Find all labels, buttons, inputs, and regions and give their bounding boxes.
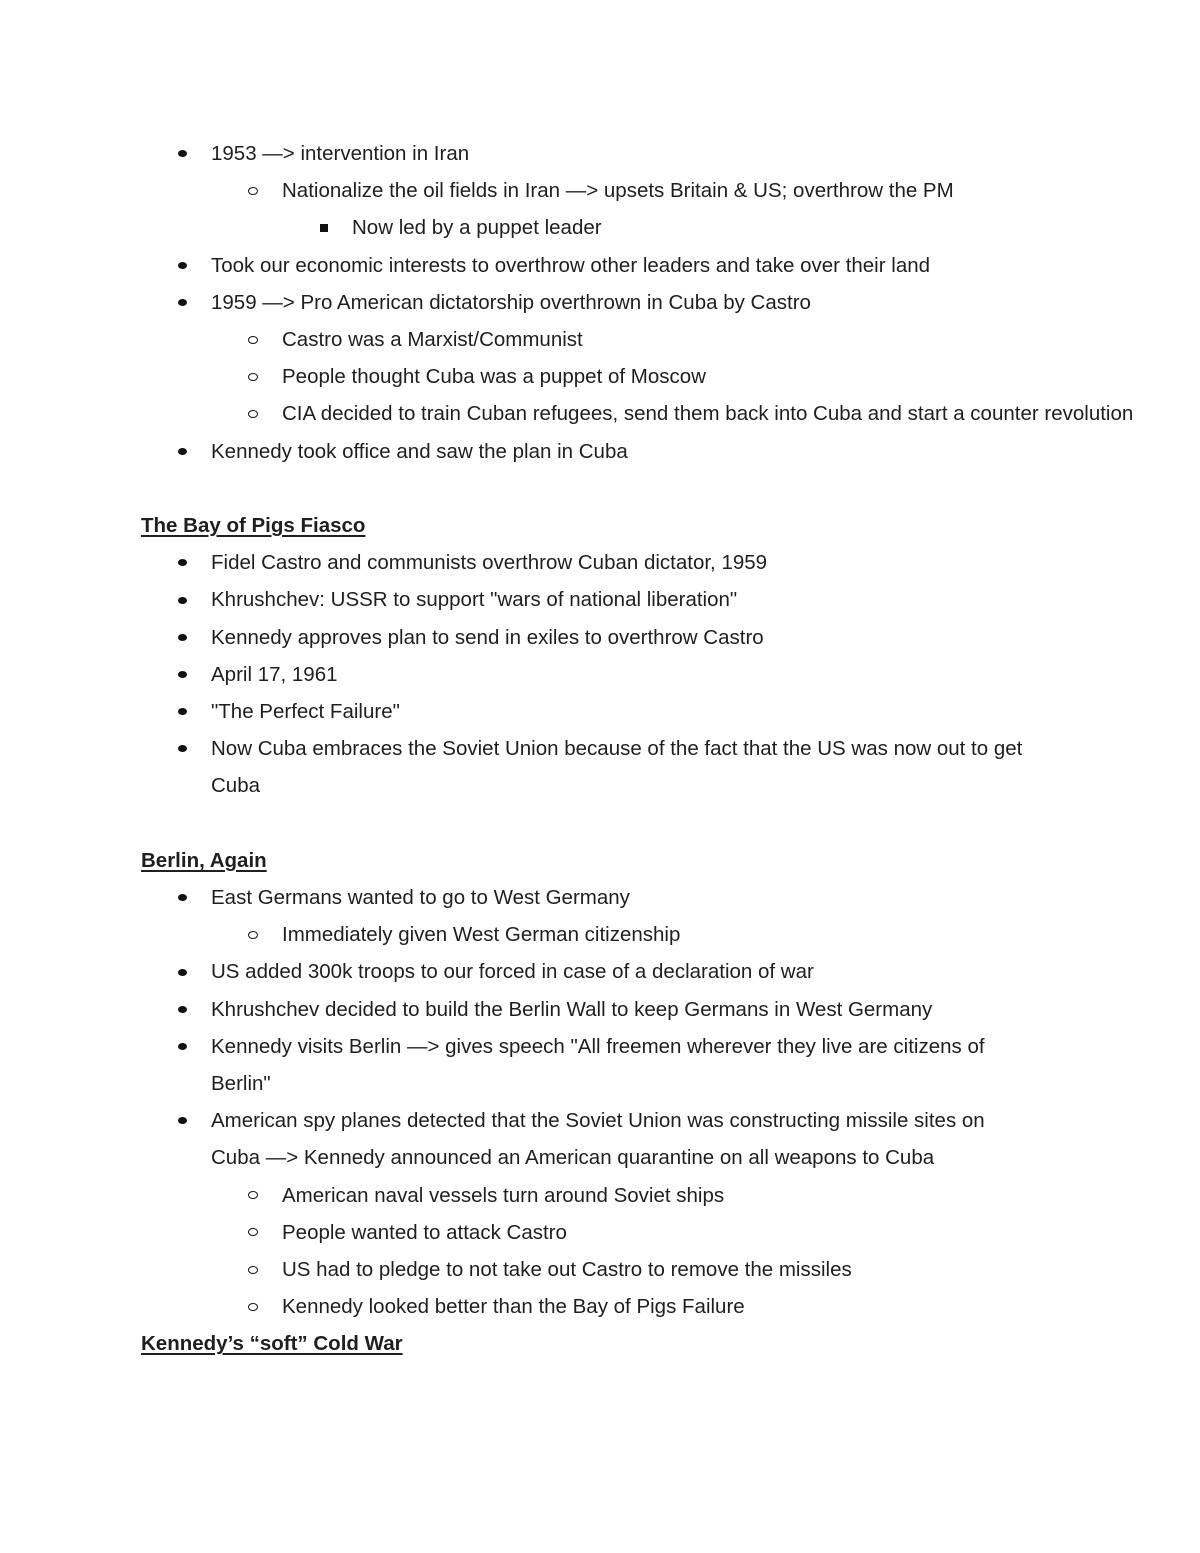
list-item-text: Now led by a puppet leader bbox=[352, 216, 602, 240]
list-item-text: US added 300k troops to our forced in case of a declaration of war bbox=[211, 960, 814, 984]
list-item-text: CIA decided to train Cuban refugees, send them back into Cuba and start a counter revolution bbox=[282, 402, 1134, 426]
list-item-text: Khrushchev decided to build the Berlin Wall to keep Germans in West Germany bbox=[211, 997, 933, 1021]
bullet-ring bbox=[246, 358, 260, 395]
list-item-text: April 17, 1961 bbox=[211, 662, 338, 686]
list-item bbox=[141, 1102, 1031, 1176]
bullet-ring bbox=[246, 321, 260, 358]
list-item bbox=[141, 1028, 1031, 1102]
bullet-dot bbox=[175, 953, 189, 990]
list-item bbox=[141, 135, 1041, 172]
list-item bbox=[141, 544, 1041, 581]
list-item bbox=[141, 656, 1041, 693]
list-item bbox=[141, 395, 1157, 432]
bullet-dot bbox=[175, 1028, 189, 1065]
list-item-text: Khrushchev: USSR to support "wars of national liberation" bbox=[211, 588, 738, 612]
list-item-text: Now Cuba embraces the Soviet Union because of the fact that the US was now out to get Cuba bbox=[211, 737, 1023, 798]
bullet-square bbox=[317, 209, 331, 246]
list-item bbox=[141, 1214, 1041, 1251]
bullet-dot bbox=[175, 619, 189, 656]
list-item-text: Castro was a Marxist/Communist bbox=[282, 328, 583, 352]
list-item bbox=[141, 247, 1041, 284]
bullet-ring bbox=[246, 1251, 260, 1288]
bullet-ring bbox=[246, 1288, 260, 1325]
list-item-text: Kennedy looked better than the Bay of Pigs Failure bbox=[282, 1295, 745, 1319]
list-item-text: Nationalize the oil fields in Iran —> upsets Britain & US; overthrow the PM bbox=[282, 179, 954, 203]
bullet-ring bbox=[246, 916, 260, 953]
list-item bbox=[141, 879, 1041, 916]
list-item-text: East Germans wanted to go to West Germany bbox=[211, 886, 630, 910]
list-item bbox=[141, 1177, 1041, 1214]
list-item bbox=[141, 433, 1041, 470]
list-item bbox=[141, 953, 1041, 990]
bullet-dot bbox=[175, 544, 189, 581]
list-item-text: 1953 —> intervention in Iran bbox=[211, 142, 470, 165]
bullet-dot bbox=[175, 879, 189, 916]
list-item bbox=[141, 581, 1041, 618]
bullet-ring bbox=[246, 1214, 260, 1251]
list-item bbox=[141, 358, 1041, 395]
list-item bbox=[141, 209, 1041, 246]
list-item bbox=[141, 321, 1041, 358]
list-item-text: American spy planes detected that the Soviet Union was constructing missile sites on Cuba —> Kennedy announced an American quarantine on all weapons to Cuba bbox=[211, 1109, 985, 1170]
list-item bbox=[141, 1288, 1041, 1325]
list-item bbox=[141, 693, 1041, 730]
list-item-text: Immediately given West German citizenship bbox=[282, 923, 681, 947]
list-item-text: 1959 —> Pro American dictatorship overthrown in Cuba by Castro bbox=[211, 290, 811, 314]
list-item-text: "The Perfect Failure" bbox=[211, 700, 400, 724]
bullet-dot bbox=[175, 284, 189, 321]
list-item bbox=[141, 284, 1041, 321]
list-item bbox=[141, 172, 1041, 209]
list-item-text: People thought Cuba was a puppet of Moscow bbox=[282, 365, 706, 389]
bullet-dot bbox=[175, 991, 189, 1028]
section-heading-bay-of-pigs: The Bay of Pigs Fiasco bbox=[141, 514, 366, 538]
list-item-text: Fidel Castro and communists overthrow Cuban dictator, 1959 bbox=[211, 551, 768, 575]
bullet-ring bbox=[246, 1177, 260, 1214]
bullet-dot bbox=[175, 247, 189, 284]
list-item bbox=[141, 916, 1041, 953]
list-item bbox=[141, 730, 1031, 804]
list-item-text: Kennedy visits Berlin —> gives speech "All freemen wherever they live are citizens of Berlin" bbox=[211, 1034, 985, 1096]
bullet-dot bbox=[175, 581, 189, 618]
list-item-text: Kennedy took office and saw the plan in Cuba bbox=[211, 439, 628, 463]
section-heading-berlin: Berlin, Again bbox=[141, 848, 267, 872]
bullet-ring bbox=[246, 395, 260, 432]
list-item-text: American naval vessels turn around Soviet ships bbox=[282, 1183, 725, 1207]
list-item-text: Took our economic interests to overthrow other leaders and take over their land bbox=[211, 253, 931, 277]
list-item-text: US had to pledge to not take out Castro to remove the missiles bbox=[282, 1258, 852, 1282]
bullet-dot bbox=[175, 693, 189, 730]
bullet-dot bbox=[175, 656, 189, 693]
list-item bbox=[141, 619, 1041, 656]
bullet-ring bbox=[246, 172, 260, 209]
bullet-dot bbox=[175, 135, 189, 172]
list-item-text: Kennedy approves plan to send in exiles to overthrow Castro bbox=[211, 625, 764, 649]
bullet-dot bbox=[175, 1102, 189, 1139]
list-item bbox=[141, 991, 1041, 1028]
section-heading-soft-cold-war: Kennedy’s “soft” Cold War bbox=[141, 1332, 403, 1356]
bullet-dot bbox=[175, 730, 189, 767]
bullet-dot bbox=[175, 433, 189, 470]
notes-content bbox=[141, 135, 1134, 1363]
list-item-text: People wanted to attack Castro bbox=[282, 1220, 567, 1244]
list-item bbox=[141, 1251, 1041, 1288]
